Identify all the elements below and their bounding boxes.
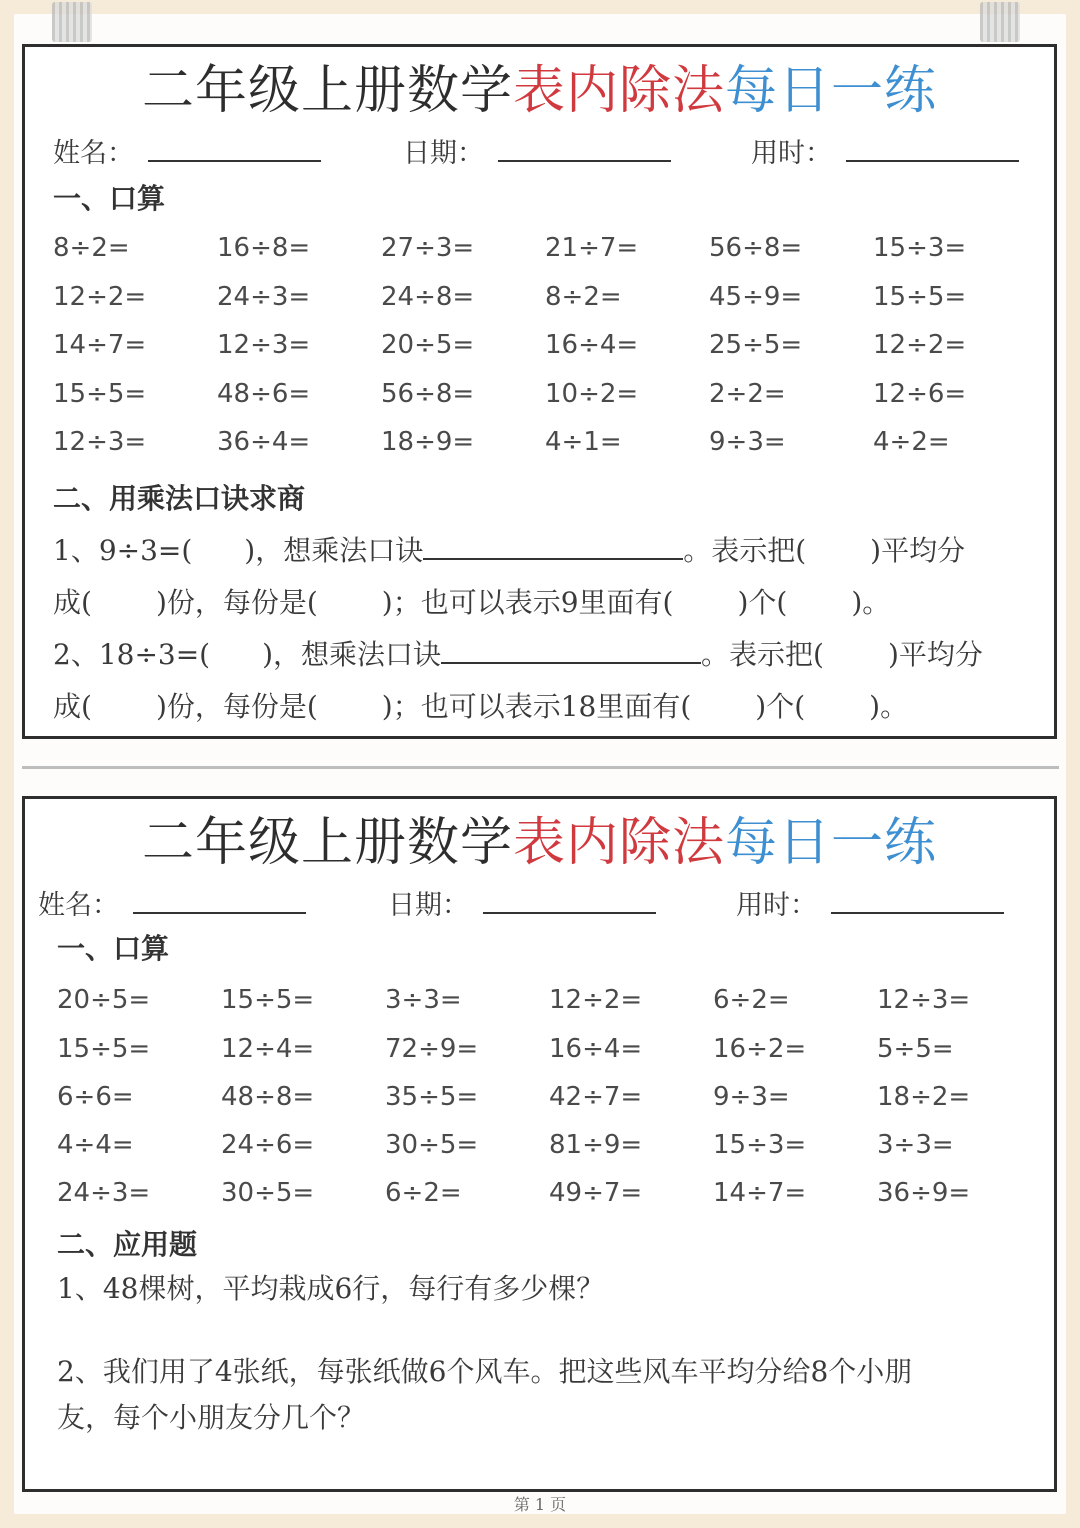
problem-cell: 4÷4=	[57, 1130, 134, 1160]
problem-cell: 56÷8=	[381, 379, 475, 409]
section-heading-mental-math: 一、口算	[53, 182, 166, 215]
problem-cell: 12÷2=	[53, 282, 147, 312]
worksheet-title	[25, 809, 1054, 877]
problem-cell: 14÷7=	[713, 1178, 807, 1208]
word-problem-1: 1、48棵树，平均栽成6行，每行有多少棵？	[57, 1272, 605, 1305]
sheet-divider	[22, 766, 1059, 769]
problem-cell: 16÷4=	[549, 1034, 643, 1064]
problem-cell: 8÷2=	[53, 233, 130, 263]
page-number: 第 1 页	[513, 1495, 567, 1514]
q2-text-d: )平均分	[887, 638, 983, 671]
problem-cell: 12÷4=	[221, 1034, 315, 1064]
date-blank[interactable]	[483, 890, 656, 914]
date-blank[interactable]	[498, 138, 671, 162]
problem-cell: 9÷3=	[713, 1082, 790, 1112]
name-label: 姓名：	[38, 890, 119, 921]
problem-cell: 72÷9=	[385, 1034, 479, 1064]
word-problem-2	[57, 1349, 1047, 1441]
problem-cell: 12÷3=	[53, 427, 147, 457]
q2-text-g: )；也可以表示18里面有(	[381, 690, 692, 723]
q1-text-f: )份，每份是(	[155, 586, 318, 619]
question-2	[53, 629, 1043, 733]
problem-cell: 2÷2=	[709, 379, 786, 409]
q1-text-i: )。	[851, 586, 891, 619]
question-1	[53, 525, 1043, 629]
title-part-daily: 每日一练	[725, 813, 938, 873]
problem-cell: 81÷9=	[549, 1130, 643, 1160]
problem-cell: 15÷5=	[53, 379, 147, 409]
problem-cell: 14÷7=	[53, 330, 147, 360]
problem-cell: 24÷3=	[217, 282, 311, 312]
problem-cell: 20÷5=	[381, 330, 475, 360]
problem-cell: 8÷2=	[545, 282, 622, 312]
problem-cell: 49÷7=	[549, 1178, 643, 1208]
problem-cell: 48÷8=	[221, 1082, 315, 1112]
time-label: 用时：	[736, 890, 817, 921]
name-blank[interactable]	[133, 890, 306, 914]
problem-cell: 30÷5=	[221, 1178, 315, 1208]
problem-cell: 3÷3=	[385, 985, 462, 1015]
binder-clip-left	[52, 2, 92, 42]
problem-cell: 27÷3=	[381, 233, 475, 263]
word-problem-2-line-1: 2、我们用了4张纸，每张纸做6个风车。把这些风车平均分给8个小朋	[57, 1355, 913, 1388]
problem-cell: 15÷3=	[713, 1130, 807, 1160]
date-label: 日期：	[388, 890, 469, 921]
binder-clip-right	[980, 2, 1020, 42]
q1-text-c: 。表示把(	[683, 534, 807, 567]
problem-cell: 18÷9=	[381, 427, 475, 457]
problem-cell: 36÷9=	[877, 1178, 971, 1208]
problem-cell: 24÷8=	[381, 282, 475, 312]
title-part-grade: 二年级上册数学	[141, 813, 513, 873]
q1-text-g: )；也可以表示9里面有(	[381, 586, 674, 619]
question-1-line-2	[53, 577, 1043, 629]
problem-cell: 4÷2=	[873, 427, 950, 457]
problem-cell: 56÷8=	[709, 233, 803, 263]
problem-cell: 16÷8=	[217, 233, 311, 263]
worksheet-title	[25, 57, 1054, 125]
problem-cell: 24÷6=	[221, 1130, 315, 1160]
problem-cell: 25÷5=	[709, 330, 803, 360]
name-field	[53, 131, 321, 170]
answer-line[interactable]	[441, 638, 701, 664]
date-field	[403, 131, 671, 170]
problem-cell: 12÷2=	[549, 985, 643, 1015]
time-label: 用时：	[751, 138, 832, 169]
problem-cell: 6÷6=	[57, 1082, 134, 1112]
problem-cell: 18÷2=	[877, 1082, 971, 1112]
problem-cell: 42÷7=	[549, 1082, 643, 1112]
q1-text-h: )个(	[737, 586, 788, 619]
q1-text-e: 成(	[53, 586, 92, 619]
problem-cell: 10÷2=	[545, 379, 639, 409]
question-1-line-1	[53, 525, 1043, 577]
time-blank[interactable]	[846, 138, 1019, 162]
q2-text-a: 2、18÷3=(	[53, 638, 211, 671]
problem-cell: 35÷5=	[385, 1082, 479, 1112]
problem-cell: 21÷7=	[545, 233, 639, 263]
q2-text-i: )。	[869, 690, 909, 723]
word-problem-2-line-2: 友，每个小朋友分几个？	[57, 1401, 366, 1434]
worksheet-1	[22, 44, 1057, 739]
q1-text-d: )平均分	[870, 534, 966, 567]
worksheet-2	[22, 796, 1057, 1492]
date-field	[388, 883, 656, 922]
section-heading-mental-math: 一、口算	[57, 932, 170, 965]
problem-cell: 4÷1=	[545, 427, 622, 457]
problem-cell: 24÷3=	[57, 1178, 151, 1208]
q2-text-h: )个(	[755, 690, 806, 723]
title-part-daily: 每日一练	[725, 61, 938, 121]
problem-cell: 48÷6=	[217, 379, 311, 409]
section-heading-multiplication-rhyme: 二、用乘法口诀求商	[53, 482, 306, 515]
answer-line[interactable]	[423, 534, 683, 560]
problem-cell: 12÷3=	[877, 985, 971, 1015]
problem-cell: 45÷9=	[709, 282, 803, 312]
problem-cell: 6÷2=	[713, 985, 790, 1015]
problem-cell: 36÷4=	[217, 427, 311, 457]
name-field	[38, 883, 306, 922]
problem-cell: 6÷2=	[385, 1178, 462, 1208]
time-field	[736, 883, 1004, 922]
section-heading-word-problems: 二、应用题	[57, 1228, 198, 1261]
problem-cell: 15÷3=	[873, 233, 967, 263]
name-label: 姓名：	[53, 138, 134, 169]
q2-text-f: )份，每份是(	[155, 690, 318, 723]
q2-text-c: 。表示把(	[701, 638, 824, 671]
problem-cell: 15÷5=	[221, 985, 315, 1015]
title-part-topic: 表内除法	[512, 61, 725, 121]
problem-cell: 5÷5=	[877, 1034, 954, 1064]
problem-cell: 15÷5=	[873, 282, 967, 312]
problem-cell: 3÷3=	[877, 1130, 954, 1160]
problem-cell: 16÷2=	[713, 1034, 807, 1064]
q1-text-b: )，想乘法口诀	[244, 534, 424, 567]
problem-cell: 16÷4=	[545, 330, 639, 360]
problem-cell: 12÷2=	[873, 330, 967, 360]
q1-text-a: 1、9÷3=(	[53, 534, 193, 567]
time-blank[interactable]	[831, 890, 1004, 914]
question-2-line-2	[53, 681, 1043, 733]
problem-cell: 20÷5=	[57, 985, 151, 1015]
problem-cell: 9÷3=	[709, 427, 786, 457]
question-2-line-1	[53, 629, 1043, 681]
problem-cell: 15÷5=	[57, 1034, 151, 1064]
q2-text-b: )，想乘法口诀	[262, 638, 442, 671]
title-part-grade: 二年级上册数学	[141, 61, 513, 121]
date-label: 日期：	[403, 138, 484, 169]
problem-cell: 12÷3=	[217, 330, 311, 360]
title-part-topic: 表内除法	[512, 813, 725, 873]
name-blank[interactable]	[148, 138, 321, 162]
q2-text-e: 成(	[53, 690, 92, 723]
problem-cell: 30÷5=	[385, 1130, 479, 1160]
problem-cell: 12÷6=	[873, 379, 967, 409]
time-field	[751, 131, 1019, 170]
